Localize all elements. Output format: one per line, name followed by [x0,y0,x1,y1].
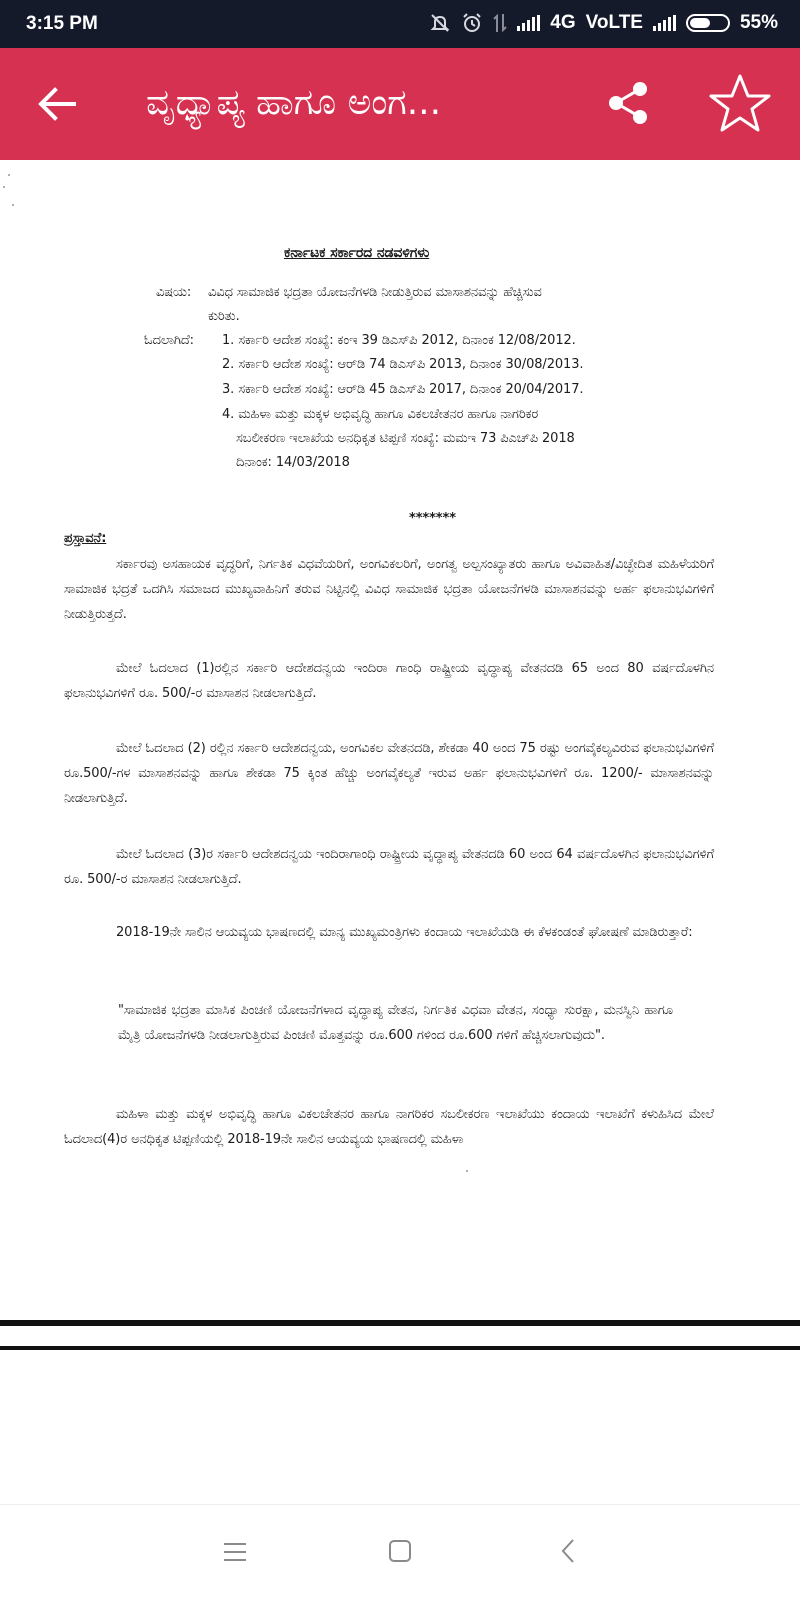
share-icon[interactable] [604,78,654,128]
data-transfer-icon [493,12,507,34]
reference-4-line-3: ದಿನಾಂಕ: 14/03/2018 [236,455,350,470]
mute-bell-icon [429,12,451,34]
document-title: ಕರ್ನಾಟಕ ಸರ್ಕಾರದ ನಡವಳಿಗಳು [284,245,430,261]
page-title: ವೃಧ್ಯಾಪ್ಯ ಹಾಗೂ ಅಂಗ... [146,82,442,123]
page-divider [0,1320,800,1326]
paragraph-4: ಮೇಲೆ ಓದಲಾದ (3)ರ ಸರ್ಕಾರಿ ಆದೇಶದನ್ವಯ ಇಂದಿರಾಗಾಂಧಿ ರಾಷ್ಟ್ರೀಯ ವೃದ್ಧಾಪ್ಯ ವೇತನದಡಿ 60 ಅಂದ 64 ವರ್ಷದೊಳಗಿನ ಫಲಾನುಭವಿಗಳಿಗೆ ರೂ. 500/-ರ ಮಾಸಾಶನ ನೀಡಲಾಗುತ್ತಿದೆ. [64,847,714,887]
subject-line-1: ವಿವಿಧ ಸಾಮಾಜಿಕ ಭದ್ರತಾ ಯೋಜನೆಗಳಡಿ ನೀಡುತ್ತಿರುವ ಮಾಸಾಶನವನ್ನು ಹೆಚ್ಚಿಸುವ [208,285,542,300]
scan-speck [466,1170,468,1172]
status-bar [0,0,800,48]
paragraph-2: ಮೇಲೆ ಓದಲಾದ (1)ರಲ್ಲಿನ ಸರ್ಕಾರಿ ಆದೇಶದನ್ವಯ ಇಂದಿರಾ ಗಾಂಧಿ ರಾಷ್ಟ್ರೀಯ ವೃದ್ಧಾಪ್ಯ ವೇತನದಡಿ 65 ಅಂದ 80 ವರ್ಷದೊಳಗಿನ ಫಲಾನುಭವಿಗಳಿಗೆ ರೂ. 500/-ರ ಮಾಸಾಶನ ನೀಡಲಾಗುತ್ತಿದೆ. [64,661,714,701]
battery-fill [690,18,710,28]
paragraph-5: 2018-19ನೇ ಸಾಲಿನ ಆಯವ್ಯಯ ಭಾಷಣದಲ್ಲಿ ಮಾನ್ಯ ಮುಖ್ಯಮಂತ್ರಿಗಳು ಕಂದಾಯ ಇಲಾಖೆಯಡಿ ಈ ಕೆಳಕಂಡಂತೆ ಘೋಷಣೆ ಮಾಡಿರುತ್ತಾರೆ: [116,925,693,940]
reference-3: 3. ಸರ್ಕಾರಿ ಆದೇಶ ಸಂಖ್ಯೆ: ಆರ್‌ಡಿ 45 ಡಿಎಸ್‌ಪಿ 2017, ದಿನಾಂಕ 20/04/2017. [222,382,584,397]
quote-block: "ಸಾಮಾಜಿಕ ಭದ್ರತಾ ಮಾಸಿಕ ಪಿಂಚಣಿ ಯೋಜನೆಗಳಾದ ವೃದ್ಧಾಪ್ಯ ವೇತನ, ನಿರ್ಗತಿಕ ವಿಧವಾ ವೇತನ, ಸಂಧ್ಯಾ ಸುರಕ್ಷಾ, ಮನಸ್ವಿನಿ ಹಾಗೂ ಮೈತ್ರಿ ಯೋಜನೆಗಳಡಿ ನೀಡಲಾಗುತ್ತಿರುವ ಪಿಂಚಣಿ ಮೊತ್ತವನ್ನು ರೂ.600 ಗಳಿಂದ ರೂ.600 ಗಳಿಗೆ ಹೆಚ್ಚಿಸಲಾಗುವುದು". [118,1003,673,1043]
battery-percent: 55% [739,12,778,33]
scan-speck [8,174,10,176]
reference-2: 2. ಸರ್ಕಾರಿ ಆದೇಶ ಸಂಖ್ಯೆ: ಆರ್‌ಡಿ 74 ಡಿಎಸ್‌ಪಿ 2013, ದಿನಾಂಕ 30/08/2013. [222,357,584,372]
chevron-left-icon[interactable] [560,1537,576,1565]
paragraph-6: ಮಹಿಳಾ ಮತ್ತು ಮಕ್ಕಳ ಅಭಿವೃದ್ಧಿ ಹಾಗೂ ವಿಕಲಚೇತನರ ಹಾಗೂ ನಾಗರಿಕರ ಸಬಲೀಕರಣ ಇಲಾಖೆಯು ಕಂದಾಯ ಇಲಾಖೆಗೆ ಕಳುಹಿಸಿದ ಮೇಲೆ ಓದಲಾದ(4)ರ ಅನಧಿಕೃತ ಟಿಪ್ಪಣಿಯಲ್ಲಿ 2018-19ನೇ ಸಾಲಿನ ಆಯವ್ಯಯ ಭಾಷಣದಲ್ಲಿ ಮಹಿಳಾ [64,1107,714,1147]
signal-strength-icon [517,15,540,31]
home-square-icon[interactable] [388,1539,412,1563]
status-time: 3:15 PM [26,13,98,34]
reference-label: ಓದಲಾಗಿದೆ: [144,333,194,348]
separator: ******* [409,511,456,526]
paragraph-1: ಸರ್ಕಾರವು ಅಸಹಾಯಕ ವೃದ್ಧರಿಗೆ, ನಿರ್ಗತಿಕ ವಿಧವೆಯರಿಗೆ, ಅಂಗವಿಕಲರಿಗೆ, ಅಂಗತ್ವ ಅಲ್ಪಸಂಖ್ಯಾತರು ಹಾಗೂ ಅವಿವಾಹಿತ/ವಿಚ್ಛೇದಿತ ಮಹಿಳೆಯರಿಗೆ ಸಾಮಾಜಿಕ ಭದ್ರತೆ ಒದಗಿಸಿ ಸಮಾಜದ ಮುಖ್ಯವಾಹಿನಿಗೆ ತರುವ ನಿಟ್ಟಿನಲ್ಲಿ ವಿವಿಧ ಸಾಮಾಜಿಕ ಭದ್ರತಾ ಯೋಜನೆಗಳಡಿ ಮಾಸಾಶನವನ್ನು ಅರ್ಹ ಫಲಾನುಭವಿಗಳಿಗೆ ನೀಡುತ್ತಿರುತ್ತದೆ. [64,557,714,622]
reference-4-line-2: ಸಬಲೀಕರಣ ಇಲಾಖೆಯ ಅನಧಿಕೃತ ಟಿಪ್ಪಣಿ ಸಂಖ್ಯೆ: ಮಮಇ 73 ಪಿಎಚ್‌ಪಿ 2018 [236,431,575,446]
preamble-heading: ಪ್ರಸ್ತಾವನೆ: [64,531,107,546]
battery-icon [686,14,730,32]
alarm-clock-icon [461,12,483,34]
scan-speck [12,204,14,206]
reference-4: 4. ಮಹಿಳಾ ಮತ್ತು ಮಕ್ಕಳ ಅಭಿವೃದ್ಧಿ ಹಾಗೂ ವಿಕಲಚೇತನರ ಹಾಗೂ ನಾಗರಿಕರ [222,407,539,422]
paragraph-3: ಮೇಲೆ ಓದಲಾದ (2) ರಲ್ಲಿನ ಸರ್ಕಾರಿ ಆದೇಶದನ್ವಯ, ಅಂಗವಿಕಲ ವೇತನದಡಿ, ಶೇಕಡಾ 40 ಅಂದ 75 ರಷ್ಟು ಅಂಗವೈಕಲ್ಯವಿರುವ ಫಲಾನುಭವಿಗಳಿಗೆ ರೂ.500/-ಗಳ ಮಾಸಾಶನವನ್ನು ಹಾಗೂ ಶೇಕಡಾ 75 ಕ್ಕಿಂತ ಹೆಚ್ಚು ಅಂಗವೈಕಲ್ಯತೆ ಇರುವ ಅರ್ಹ ಫಲಾನುಭವಿಗಳಿಗೆ ರೂ. 1200/- ಮಾಸಾಶನವನ್ನು ನೀಡಲಾಗುತ್ತಿದೆ. [64,741,714,806]
system-nav-bar [0,1504,800,1601]
app-bar [0,48,800,160]
scan-speck [3,186,5,188]
next-page-area[interactable] [0,1350,800,1504]
menu-icon[interactable] [222,1541,248,1563]
arrow-back-icon[interactable] [34,81,80,127]
volte-label: VoLTE [585,12,643,33]
network-type: 4G [550,12,576,33]
star-outline-icon[interactable] [708,72,772,136]
reference-1: 1. ಸರ್ಕಾರಿ ಆದೇಶ ಸಂಖ್ಯೆ: ಕಂಇ 39 ಡಿಎಸ್‌ಪಿ 2012, ದಿನಾಂಕ 12/08/2012. [222,333,576,348]
signal-strength-2-icon [653,15,676,31]
document-page[interactable] [0,160,800,1320]
subject-label: ವಿಷಯ: [156,285,192,300]
status-icons [429,12,778,34]
subject-line-2: ಕುರಿತು. [208,309,240,324]
